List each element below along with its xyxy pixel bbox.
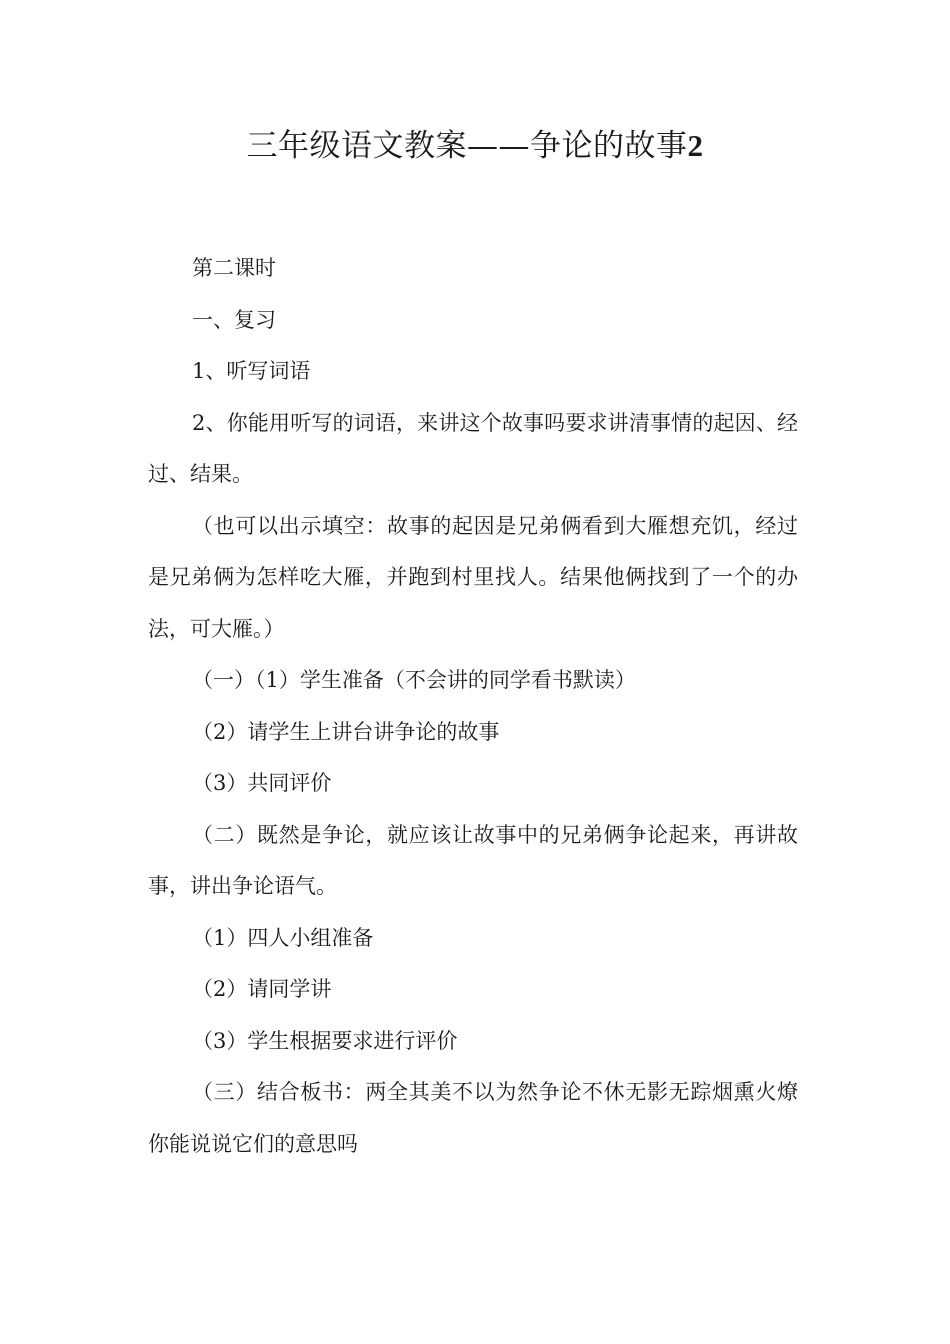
paragraph-step-one-present: （2）请学生上讲台讲争论的故事 — [192, 719, 500, 744]
paragraph-step-one-evaluate: （3）共同评价 — [192, 771, 332, 795]
paragraph-step-three-board: （三）结合板书：两全其美不以为然争论不休无影无踪烟熏火燎你能说说它们的意思吗 — [148, 1080, 798, 1156]
paragraph-step-two-evaluate: （3）学生根据要求进行评价 — [192, 1028, 458, 1053]
paragraph-step-two-group: （1）四人小组准备 — [192, 925, 374, 950]
paragraph-step-one-prepare: （一）（1）学生准备（不会讲的同学看书默读） — [192, 668, 636, 692]
paragraph-step-two-debate: （二）既然是争论，就应该让故事中的兄弟俩争论起来，再讲故事，讲出争论语气。 — [148, 822, 798, 898]
title-text: 三年级语文教案——争论的故事 — [246, 128, 688, 164]
paragraph-dictation: 1、听写词语 — [192, 359, 311, 383]
document-body — [148, 243, 798, 1170]
document-title — [0, 122, 950, 170]
title-number: 2 — [687, 128, 704, 163]
paragraph-step-two-present: （2）请同学讲 — [192, 977, 332, 1001]
paragraph-retell-story: 2、你能用听写的词语，来讲这个故事吗要求讲清事情的起因、经过、结果。 — [148, 410, 798, 486]
paragraph-lesson-period: 第二课时 — [192, 256, 276, 280]
paragraph-fill-in-blank: （也可以出示填空：故事的起因是兄弟俩看到大雁想充饥，经过是兄弟俩为怎样吃大雁，并跑到村里找人。结果他俩找到了一个的办法，可大雁。） — [148, 513, 798, 641]
paragraph-review-heading: 一、复习 — [192, 307, 276, 332]
